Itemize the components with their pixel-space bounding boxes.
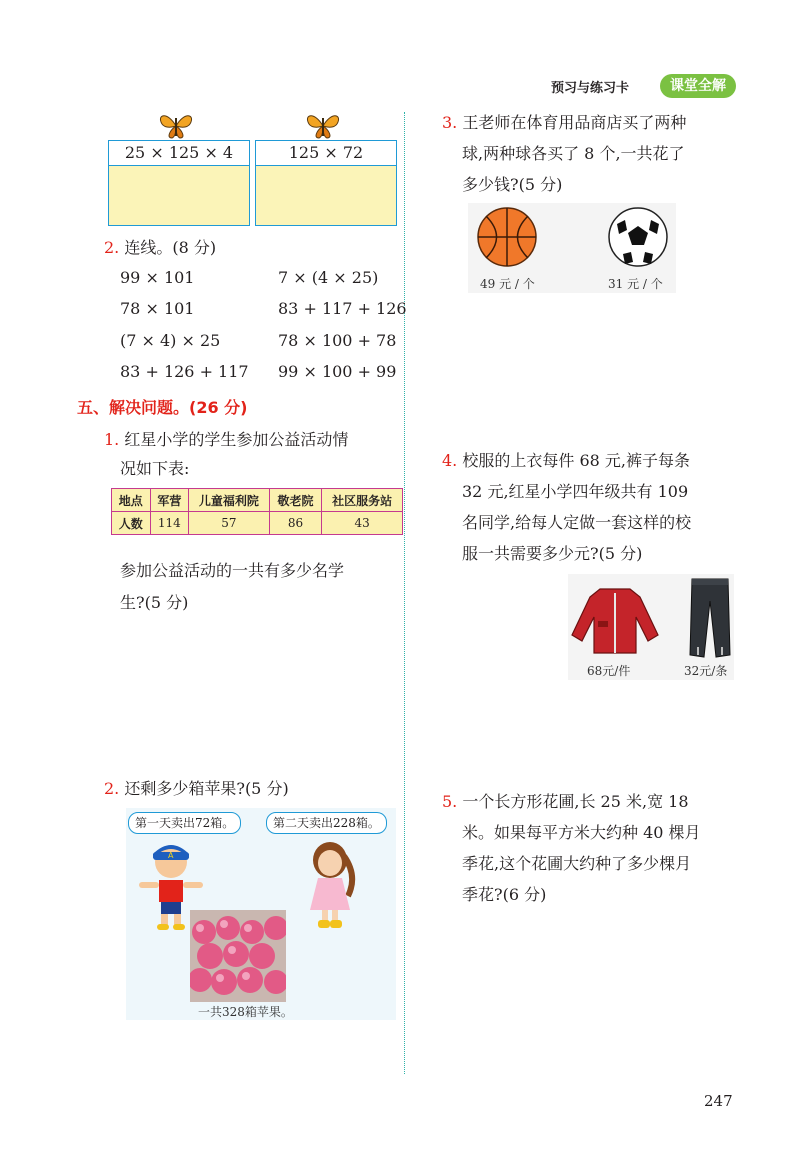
p4-line: 32 元,红星小学四年级共有 109	[462, 482, 689, 501]
table-cell: 敬老院	[269, 489, 322, 512]
jacket-price: 68元/件	[587, 664, 631, 678]
girl-cartoon	[298, 836, 362, 932]
p5-line: 季花,这个花圃大约种了多少棵月	[462, 854, 692, 873]
p5-line: 米。如果每平方米大约种 40 棵月	[462, 823, 701, 842]
calc-expression: 25 × 125 × 4	[109, 141, 249, 166]
p1-line	[104, 425, 348, 455]
p3-line	[442, 108, 686, 138]
p4-line: 名同学,给每人定做一套这样的校	[462, 513, 692, 532]
table-cell: 43	[322, 512, 403, 535]
p3-text: 王老师在体育用品商店买了两种	[462, 113, 687, 132]
q2-number: 2.	[104, 238, 120, 257]
table-cell: 人数	[112, 512, 151, 535]
jacket-icon	[570, 585, 660, 655]
match-left-item: 78 × 101	[120, 299, 195, 318]
p3-number: 3.	[442, 113, 458, 132]
match-right-item: 7 × (4 × 25)	[278, 268, 379, 287]
table-cell: 社区服务站	[322, 489, 403, 512]
p4-text: 校服的上衣每件 68 元,裤子每条	[462, 451, 690, 470]
p2-heading	[104, 774, 289, 804]
table-cell: 57	[189, 512, 270, 535]
soccer-ball-icon	[607, 206, 669, 268]
p2-number: 2.	[104, 779, 120, 798]
p4-line	[442, 446, 690, 476]
p2-text: 还剩多少箱苹果?(5 分)	[124, 779, 289, 798]
table-cell: 地点	[112, 489, 151, 512]
table-cell: 114	[150, 512, 189, 535]
match-right-item: 83 + 117 + 126	[278, 299, 407, 318]
apples-photo	[190, 910, 286, 1002]
p3-line: 多少钱?(5 分)	[462, 175, 563, 194]
match-left-item: (7 × 4) × 25	[120, 331, 221, 350]
column-divider	[404, 112, 405, 1074]
pants-icon	[688, 577, 732, 659]
table-cell: 军营	[150, 489, 189, 512]
butterfly-icon	[305, 112, 341, 140]
p1-number: 1.	[104, 430, 120, 449]
pants-price: 32元/条	[684, 664, 728, 678]
header-badge: 课堂全解	[660, 74, 736, 98]
speech-bubble: 第二天卖出228箱。	[266, 812, 387, 834]
p5-line	[442, 787, 689, 817]
apples-caption: 一共328箱苹果。	[198, 1005, 293, 1019]
p4-number: 4.	[442, 451, 458, 470]
q2-text: 连线。(8 分)	[124, 238, 217, 257]
table-cell: 儿童福利院	[189, 489, 270, 512]
svg-text:A: A	[168, 851, 174, 860]
basketball-price: 49 元 / 个	[480, 277, 535, 291]
p1-text: 红星小学的学生参加公益活动情	[124, 430, 349, 449]
header-title: 预习与练习卡	[551, 81, 630, 96]
p4-line: 服一共需要多少元?(5 分)	[462, 544, 643, 563]
p1-question: 参加公益活动的一共有多少名学	[120, 561, 345, 580]
page-number: 247	[704, 1092, 733, 1110]
table-row	[112, 512, 403, 535]
calc-box	[255, 140, 397, 226]
activity-table	[111, 488, 403, 535]
p1-question: 生?(5 分)	[120, 593, 189, 612]
p5-text: 一个长方形花圃,长 25 米,宽 18	[462, 792, 689, 811]
butterfly-icon	[158, 112, 194, 140]
speech-bubble: 第一天卖出72箱。	[128, 812, 241, 834]
basketball-icon	[476, 206, 538, 268]
section-title: 五、解决问题。(26 分)	[77, 398, 248, 417]
p5-line: 季花?(6 分)	[462, 885, 547, 904]
match-right-item: 99 × 100 + 99	[278, 362, 397, 381]
soccer-ball-price: 31 元 / 个	[608, 277, 663, 291]
p3-line: 球,两种球各买了 8 个,一共花了	[462, 144, 685, 163]
table-cell: 86	[269, 512, 322, 535]
calc-expression: 125 × 72	[256, 141, 396, 166]
calc-box	[108, 140, 250, 226]
match-left-item: 83 + 126 + 117	[120, 362, 249, 381]
q2-heading	[104, 233, 216, 263]
p1-line: 况如下表:	[120, 459, 190, 478]
match-right-item: 78 × 100 + 78	[278, 331, 397, 350]
table-row	[112, 489, 403, 512]
match-left-item: 99 × 101	[120, 268, 195, 287]
p5-number: 5.	[442, 792, 458, 811]
